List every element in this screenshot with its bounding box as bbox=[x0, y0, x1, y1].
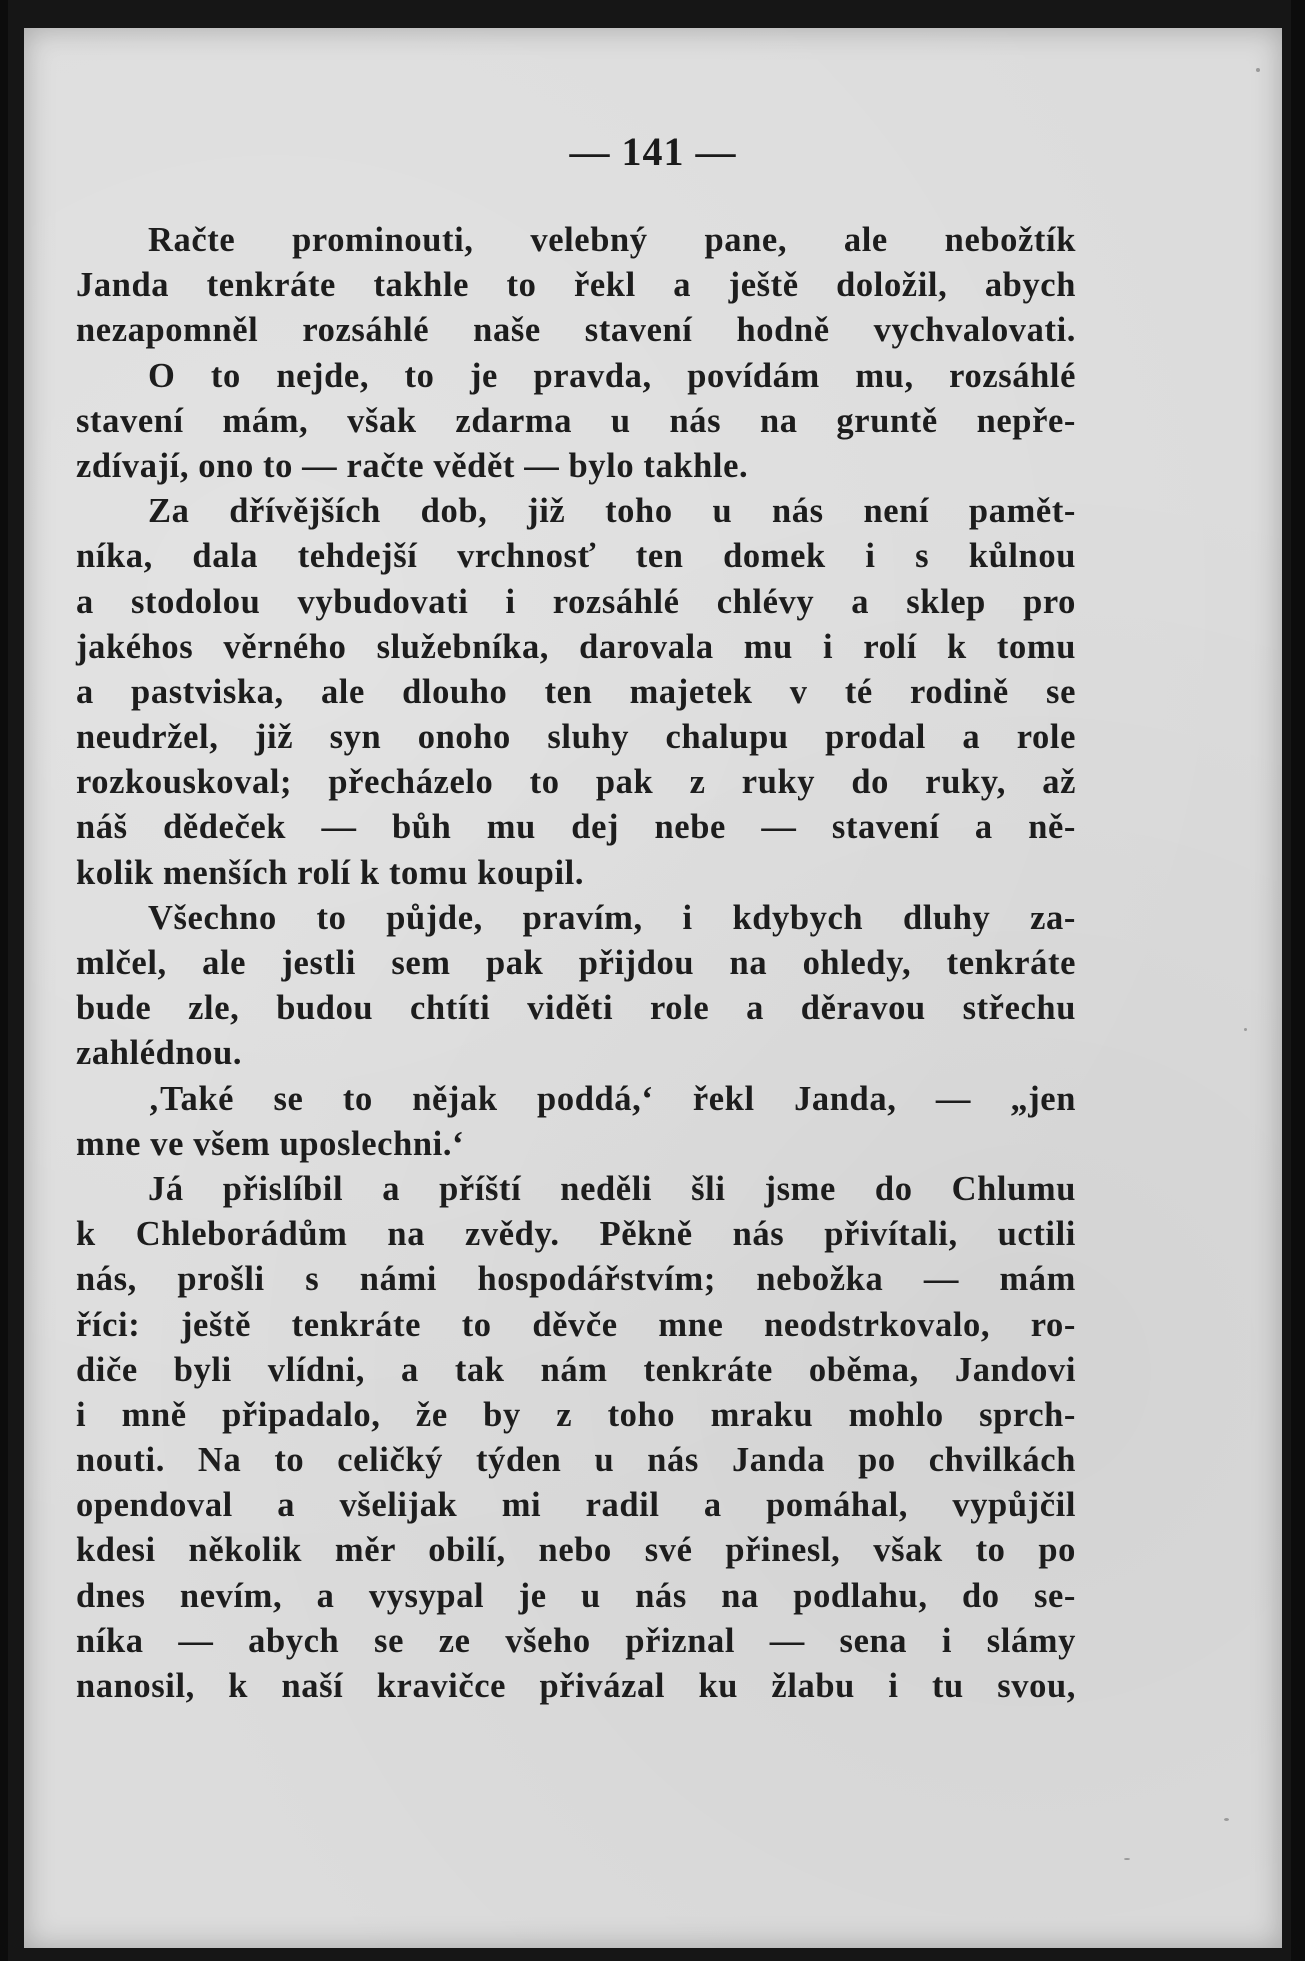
text-line: Za dřívějších dob, již toho u nás není pamět- bbox=[148, 492, 1076, 531]
text-line: a pastviska, ale dlouho ten majetek v té rodině se bbox=[76, 672, 1076, 711]
text-line: zahlédnou. bbox=[76, 1034, 243, 1073]
scan-speck bbox=[1256, 68, 1260, 72]
page-right-edge bbox=[1291, 0, 1305, 1961]
text-line: zdívají, ono to — račte vědět — bylo takhle. bbox=[76, 446, 749, 485]
scan-speck bbox=[1244, 1028, 1247, 1031]
text-line: níka — abych se ze všeho přiznal — sena i slámy bbox=[76, 1621, 1076, 1660]
page-left-edge bbox=[0, 0, 8, 1961]
book-page bbox=[24, 28, 1282, 1948]
text-line: rozkouskoval; přecházelo to pak z ruky do ruky, až bbox=[76, 763, 1076, 802]
page-number: — 141 — bbox=[569, 129, 737, 174]
text-line: mne ve všem uposlechni.‘ bbox=[76, 1124, 465, 1163]
text-line: nanosil, k naší kravičce přivázal ku žlabu i tu svou, bbox=[76, 1667, 1076, 1705]
text-line: mlčel, ale jestli sem pak přijdou na ohledy, tenkráte bbox=[76, 944, 1076, 982]
text-line: Janda tenkráte takhle to řekl a ještě doložil, abych bbox=[76, 266, 1076, 305]
scan-speck bbox=[1224, 1818, 1229, 1821]
text-line: kdesi několik měr obilí, nebo své přinesl, však to po bbox=[76, 1531, 1076, 1570]
text-line: ‚Také se to nějak poddá,‘ řekl Janda, — „jen bbox=[148, 1079, 1076, 1118]
text-line: Já přislíbil a příští neděli šli jsme do Chlumu bbox=[148, 1169, 1076, 1208]
text-line: náš dědeček — bůh mu dej nebe — stavení a ně- bbox=[76, 808, 1076, 847]
text-line: opendoval a všelijak mi radil a pomáhal, vypůjčil bbox=[76, 1486, 1076, 1525]
text-line: stavení mám, však zdarma u nás na gruntě nepře- bbox=[76, 401, 1076, 440]
text-line: níka, dala tehdejší vrchnosť ten domek i s kůlnou bbox=[76, 537, 1076, 576]
text-line: neudržel, již syn onoho sluhy chalupu prodal a role bbox=[76, 718, 1076, 757]
text-line: a stodolou vybudovati i rozsáhlé chlévy a sklep pro bbox=[76, 582, 1076, 621]
text-line: nouti. Na to celičký týden u nás Janda po chvilkách bbox=[76, 1441, 1076, 1480]
text-line: O to nejde, to je pravda, povídám mu, rozsáhlé bbox=[148, 356, 1076, 395]
text-line: k Chleborádům na zvědy. Pěkně nás přivítali, uctili bbox=[76, 1215, 1076, 1254]
text-line: Račte prominouti, velebný pane, ale nebožtík bbox=[148, 221, 1076, 259]
text-line: bude zle, budou chtíti viděti role a děravou střechu bbox=[76, 989, 1076, 1028]
body-text bbox=[76, 218, 1076, 1709]
text-line: i mně připadalo, že by z toho mraku mohlo sprch- bbox=[76, 1395, 1076, 1434]
text-line: nezapomněl rozsáhlé naše stavení hodně vychvalovati. bbox=[76, 311, 1076, 350]
text-line: kolik menších rolí k tomu koupil. bbox=[76, 853, 585, 892]
text-line: Všechno to půjde, pravím, i kdybych dluhy za- bbox=[148, 898, 1076, 937]
text-line: diče byli vlídni, a tak nám tenkráte oběma, Jandovi bbox=[76, 1350, 1076, 1389]
text-line: nás, prošli s námi hospodářstvím; nebožka — mám bbox=[76, 1260, 1076, 1299]
text-line: jakéhos věrného služebníka, darovala mu i rolí k tomu bbox=[76, 627, 1076, 666]
text-line: dnes nevím, a vysypal je u nás na podlahu, do se- bbox=[76, 1576, 1076, 1615]
scan-speck bbox=[1124, 1858, 1130, 1860]
text-line: říci: ještě tenkráte to děvče mne neodstrkovalo, ro- bbox=[76, 1305, 1076, 1344]
